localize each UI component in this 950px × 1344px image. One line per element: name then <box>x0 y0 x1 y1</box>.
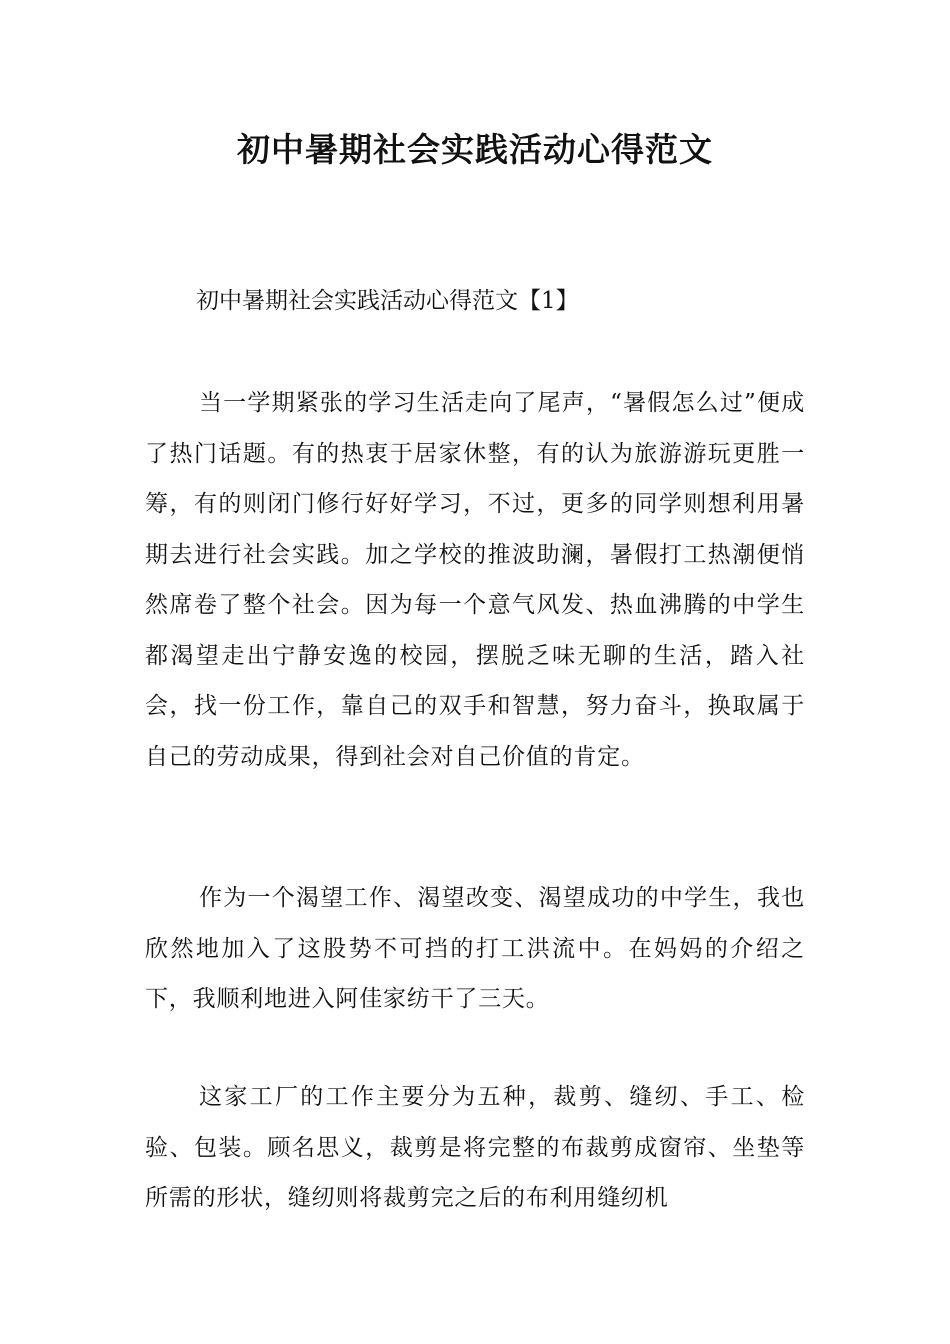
section-heading: 初中暑期社会实践活动心得范文【1】 <box>196 288 579 314</box>
paragraph: 作为一个渴望工作、渴望改变、渴望成功的中学生，我也欣然地加入了这股势不可挡的打工洪流中。在妈妈的介绍之下，我顺利地进入阿佳家纺干了三天。 <box>145 885 805 1012</box>
document-title: 初中暑期社会实践活动心得范文 <box>237 130 713 169</box>
paragraph: 当一学期紧张的学习生活走向了尾声，“暑假怎么过”便成了热门话题。有的热衷于居家休整，有的认为旅游游玩更胜一筹，有的则闭门修行好好学习，不过，更多的同学则想利用暑期去进行社会实践。加之学校的推波助澜，暑假打工热潮便悄然席卷了整个社会。因为每一个意气风发、热血沸腾的中学生都渴望走出宁静安逸的校园，摆脱乏味无聊的生活，踏入社会，找一份工作，靠自己的双手和智慧，努力奋斗，换取属于自己的劳动成果，得到社会对自己价值的肯定。 <box>145 390 805 770</box>
paragraph: 这家工厂的工作主要分为五种，裁剪、缝纫、手工、检验、包装。顾名思义，裁剪是将完整的布裁剪成窗帘、坐垫等所需的形状，缝纫则将裁剪完之后的布利用缝纫机 <box>145 1084 805 1211</box>
